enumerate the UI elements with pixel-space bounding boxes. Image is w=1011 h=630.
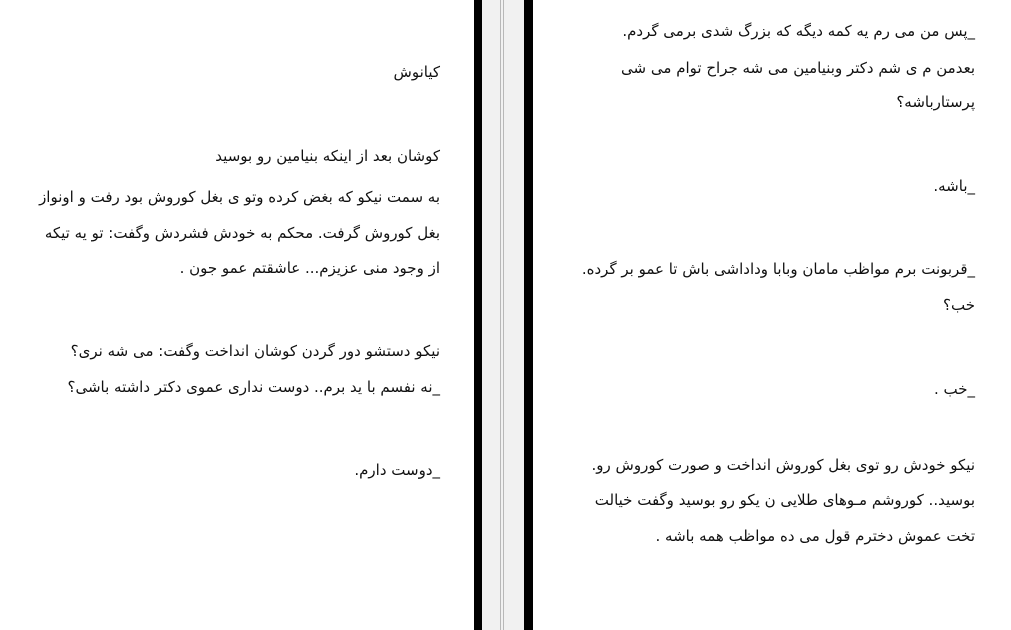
page-border-left (474, 0, 482, 630)
text-line: _باشه. (933, 177, 975, 195)
text-line: نیکو دستشو دور گردن کوشان انداخت وگفت: می شه نری؟ (70, 342, 440, 360)
text-line: بغل کوروش گرفت. محکم به خودش فشردش وگفت: تو یه تیکه (44, 224, 440, 242)
text-line: خب؟ (943, 296, 975, 314)
text-line: پرستارباشه؟ (896, 93, 975, 111)
chapter-title: کیانوش (393, 63, 440, 81)
text-line: نیکو خودش رو توی بغل کوروش انداخت و صورت کوروش رو. (591, 456, 975, 474)
text-line: _پس من می رم یه کمه دیگه که بزرگ شدی برمی گردم. (622, 22, 975, 40)
text-line: _نه نفسم با ید برم.. دوست نداری عموی دکتر داشته باشی؟ (67, 378, 440, 396)
text-line: _خب . (933, 380, 975, 398)
gutter-line (503, 0, 504, 630)
text-line: _قربونت برم مواظب مامان وبابا وداداشی باش تا عمو بر گرده. (581, 260, 975, 278)
left-page (0, 0, 474, 630)
text-line: بعدمن م ی شم دکتر وبنیامین می شه جراح توام می شی (621, 59, 975, 77)
text-line: کوشان بعد از اینکه بنیامین رو بوسید (215, 147, 440, 165)
right-page (533, 0, 1011, 630)
text-line: بوسید.. کوروشم مـوهای طلایی ن یکو رو بوسید وگفت خیالت (594, 491, 975, 509)
page-border-right (524, 0, 533, 630)
gutter-line (500, 0, 501, 630)
text-line: به سمت نیکو که بغض کرده وتو ی بغل کوروش بود رفت و اونواز (39, 188, 440, 206)
text-line: تخت عموش دخترم قول می ده مواظب همه باشه . (655, 527, 975, 545)
text-line: از وجود منی عزیزم... عاشقتم عمو جون . (179, 259, 440, 277)
text-line: _دوست دارم. (354, 461, 440, 479)
